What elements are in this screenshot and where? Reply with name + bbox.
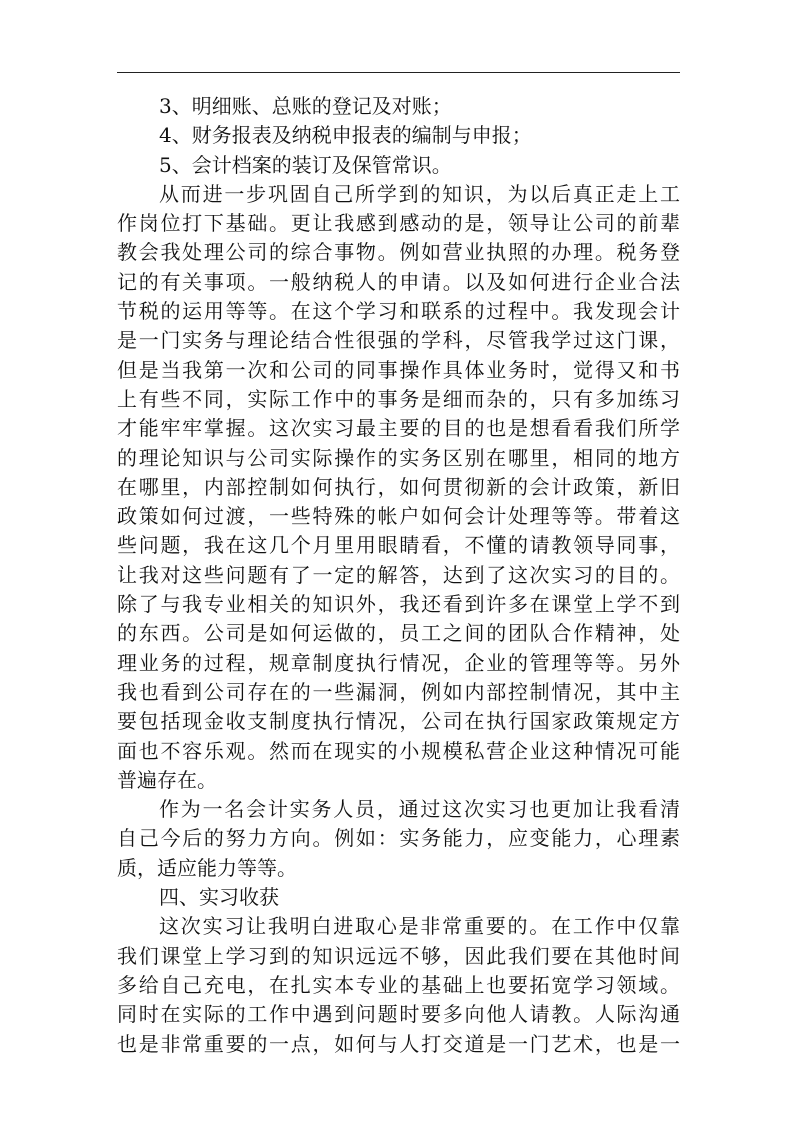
text-line: 普遍存在。 bbox=[117, 767, 217, 792]
header-rule bbox=[117, 72, 680, 73]
text-line: 才能牢牢掌握。这次实习最主要的目的也是想看看我们所学 bbox=[117, 416, 680, 441]
text-line: 自己今后的努力方向。例如：实务能力，应变能力，心理素 bbox=[117, 826, 680, 851]
text-line: 3、明细账、总账的登记及对账； bbox=[159, 94, 452, 118]
text-line: 在哪里，内部控制如何执行，如何贯彻新的会计政策，新旧 bbox=[117, 474, 680, 499]
text-line: 多给自己充电，在扎实本专业的基础上也要拓宽学习领域。 bbox=[117, 972, 680, 997]
text-line: 从而进一步巩固自己所学到的知识，为以后真正走上工 bbox=[159, 181, 680, 206]
text-line: 教会我处理公司的综合事物。例如营业执照的办理。税务登 bbox=[117, 240, 680, 265]
text-line: 的东西。公司是如何运做的，员工之间的团队合作精神，处 bbox=[117, 621, 680, 646]
text-line: 理业务的过程，规章制度执行情况，企业的管理等等。另外 bbox=[117, 650, 680, 675]
text-line: 5、会计档案的装订及保管常识。 bbox=[159, 152, 452, 177]
text-line: 同时在实际的工作中遇到问题时要多向他人请教。人际沟通 bbox=[117, 1002, 680, 1027]
text-line: 我也看到公司存在的一些漏洞，例如内部控制情况，其中主 bbox=[117, 679, 680, 704]
document-body bbox=[117, 92, 680, 1059]
text-line: 但是当我第一次和公司的同事操作具体业务时，觉得又和书 bbox=[117, 357, 680, 382]
text-line: 让我对这些问题有了一定的解答，达到了这次实习的目的。 bbox=[117, 562, 680, 587]
text-line: 质，适应能力等等。 bbox=[117, 855, 297, 880]
text-line: 上有些不同，实际工作中的事务是细而杂的，只有多加练习 bbox=[117, 386, 680, 411]
text-line: 是一门实务与理论结合性很强的学科，尽管我学过这门课， bbox=[117, 328, 680, 353]
text-line: 除了与我专业相关的知识外，我还看到许多在课堂上学不到 bbox=[117, 592, 680, 617]
text-line: 的理论知识与公司实际操作的实务区别在哪里，相同的地方 bbox=[117, 445, 680, 470]
text-line: 四、实习收获 bbox=[159, 885, 279, 910]
text-line: 作岗位打下基础。更让我感到感动的是，领导让公司的前辈 bbox=[117, 211, 680, 236]
text-line: 政策如何过渡，一些特殊的帐户如何会计处理等等。带着这 bbox=[117, 504, 680, 529]
text-line: 也是非常重要的一点，如何与人打交道是一门艺术，也是一 bbox=[117, 1031, 680, 1056]
text-line: 这次实习让我明白进取心是非常重要的。在工作中仅靠 bbox=[159, 914, 680, 939]
text-line: 些问题，我在这几个月里用眼睛看，不懂的请教领导同事， bbox=[117, 533, 680, 558]
text-line: 作为一名会计实务人员，通过这次实习也更加让我看清 bbox=[159, 797, 680, 822]
text-line: 4、财务报表及纳税申报表的编制与申报； bbox=[159, 123, 532, 148]
text-line: 节税的运用等等。在这个学习和联系的过程中。我发现会计 bbox=[117, 299, 680, 324]
text-line: 我们课堂上学习到的知识远远不够，因此我们要在其他时间 bbox=[117, 943, 680, 968]
text-line: 面也不容乐观。然而在现实的小规模私营企业这种情况可能 bbox=[117, 738, 680, 763]
text-line: 要包括现金收支制度执行情况，公司在执行国家政策规定方 bbox=[117, 709, 680, 734]
text-line: 记的有关事项。一般纳税人的申请。以及如何进行企业合法 bbox=[117, 269, 680, 294]
